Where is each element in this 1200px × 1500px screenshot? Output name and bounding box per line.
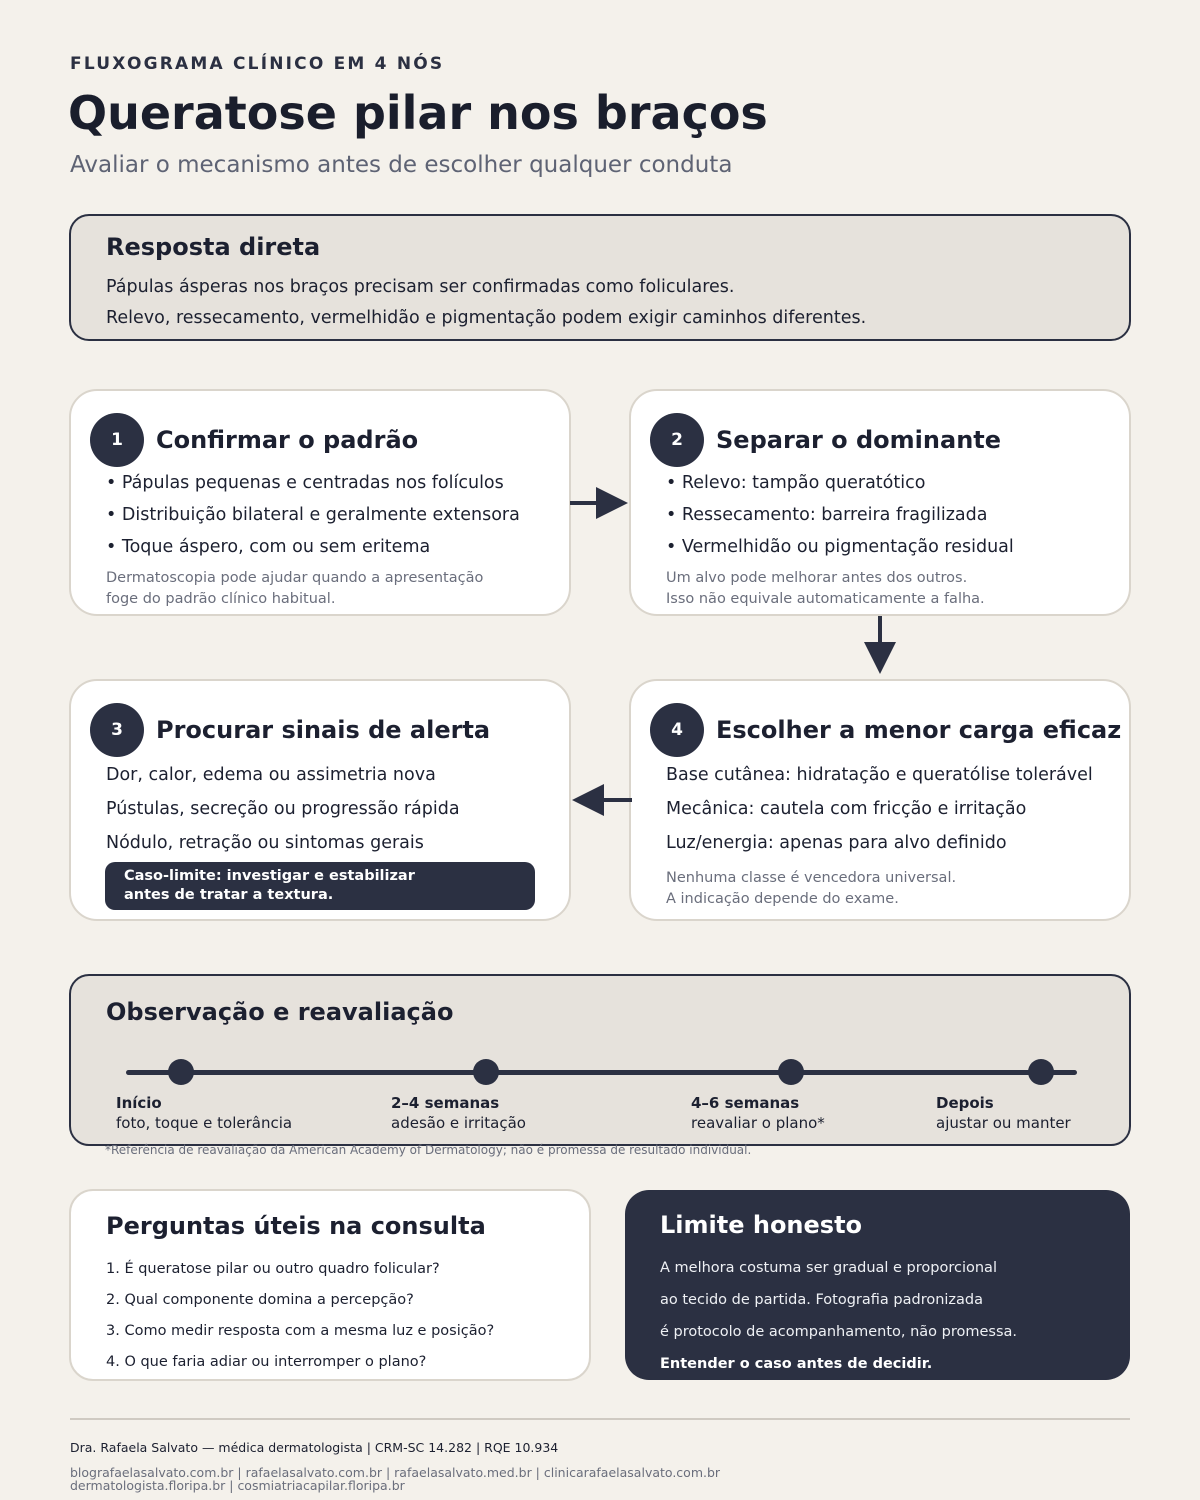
step-number-badge: 3	[90, 703, 144, 757]
step-1-card	[69, 389, 571, 616]
page-title: Queratose pilar nos braços	[68, 86, 768, 140]
treatment-option: Luz/energia: apenas para alvo definido	[666, 833, 1007, 853]
timeline-label: 2–4 semanas	[391, 1094, 500, 1112]
step-number-badge: 1	[90, 413, 144, 467]
questions-heading: Perguntas úteis na consulta	[106, 1212, 486, 1240]
limit-line: é protocolo de acompanhamento, não promessa.	[660, 1324, 1018, 1340]
direct-answer-line: Pápulas ásperas nos braços precisam ser confirmadas como foliculares.	[106, 277, 735, 297]
step-bullet: • Relevo: tampão queratótico	[666, 473, 926, 493]
footer-links	[70, 1466, 720, 1492]
step-title: Procurar sinais de alerta	[156, 716, 491, 744]
step-4-card	[629, 679, 1131, 921]
limit-emphasis: Entender o caso antes de decidir.	[660, 1356, 933, 1372]
timeline-dot	[473, 1059, 499, 1085]
arrow-left-icon	[570, 781, 634, 819]
step-2-card	[629, 389, 1131, 616]
timeline-desc: ajustar ou manter	[936, 1114, 1071, 1132]
step-title: Escolher a menor carga eficaz	[716, 716, 1122, 744]
footer-divider	[70, 1418, 1130, 1420]
honest-limit-card	[625, 1190, 1130, 1380]
step-title: Separar o dominante	[716, 426, 1002, 454]
direct-answer-heading: Resposta direta	[106, 233, 321, 261]
alert-sign: Pústulas, secreção ou progressão rápida	[106, 799, 460, 819]
step-bullet: • Ressecamento: barreira fragilizada	[666, 505, 988, 525]
timeline-track	[126, 1070, 1077, 1075]
step-bullet: • Pápulas pequenas e centradas nos folículos	[106, 473, 504, 493]
treatment-option: Base cutânea: hidratação e queratólise tolerável	[666, 765, 1093, 785]
footer-links-line: dermatologista.floripa.br | cosmiatriacapilar.floripa.br	[70, 1478, 405, 1493]
step-number-badge: 2	[650, 413, 704, 467]
question-item: 1. É queratose pilar ou outro quadro folicular?	[106, 1261, 440, 1277]
author-credit: Dra. Rafaela Salvato — médica dermatologista | CRM-SC 14.282 | RQE 10.934	[70, 1440, 559, 1455]
borderline-case-callout: Caso-limite: investigar e estabilizar antes de tratar a textura.	[105, 862, 535, 910]
arrow-right-icon	[568, 484, 632, 522]
direct-answer-line: Relevo, ressecamento, vermelhidão e pigmentação podem exigir caminhos diferentes.	[106, 308, 867, 328]
footnote: *Referência de reavaliação da American Academy of Dermatology; não é promessa de resultado individual.	[105, 1143, 752, 1157]
alert-sign: Dor, calor, edema ou assimetria nova	[106, 765, 436, 785]
timeline-label: 4–6 semanas	[691, 1094, 800, 1112]
timeline-dot	[168, 1059, 194, 1085]
consultation-questions-card	[69, 1189, 591, 1381]
step-title: Confirmar o padrão	[156, 426, 419, 454]
step-note: Nenhuma classe é vencedora universal. A indicação depende do exame.	[666, 870, 957, 907]
timeline-desc: adesão e irritação	[391, 1114, 526, 1132]
timeline-dot	[1028, 1059, 1054, 1085]
timeline-desc: foto, toque e tolerância	[116, 1114, 293, 1132]
timeline-label: Depois	[936, 1094, 994, 1112]
arrow-down-icon	[861, 614, 899, 678]
timeline-dot	[778, 1059, 804, 1085]
limit-line: A melhora costuma ser gradual e proporcional	[660, 1260, 997, 1276]
step-bullet: • Vermelhidão ou pigmentação residual	[666, 537, 1014, 557]
limit-heading: Limite honesto	[660, 1211, 863, 1239]
question-item: 2. Qual componente domina a percepção?	[106, 1292, 414, 1308]
step-bullet: • Toque áspero, com ou sem eritema	[106, 537, 431, 557]
timeline-label: Início	[116, 1094, 162, 1112]
treatment-option: Mecânica: cautela com fricção e irritação	[666, 799, 1027, 819]
step-note: Um alvo pode melhorar antes dos outros. Isso não equivale automaticamente a falha.	[666, 570, 985, 607]
footer-links-line: blografaelasalvato.com.br | rafaelasalvato.com.br | rafaelasalvato.med.br | clinicarafaelasalvato.com.br	[70, 1465, 721, 1480]
timeline-desc: reavaliar o plano*	[691, 1114, 825, 1132]
observation-heading: Observação e reavaliação	[106, 998, 454, 1026]
limit-line: ao tecido de partida. Fotografia padronizada	[660, 1292, 984, 1308]
step-bullet: • Distribuição bilateral e geralmente extensora	[106, 505, 520, 525]
direct-answer-box	[69, 214, 1131, 341]
kicker: FLUXOGRAMA CLÍNICO EM 4 NÓS	[70, 54, 445, 74]
alert-sign: Nódulo, retração ou sintomas gerais	[106, 833, 424, 853]
step-note: Dermatoscopia pode ajudar quando a apresentação foge do padrão clínico habitual.	[106, 570, 484, 607]
step-3-card	[69, 679, 571, 921]
observation-panel	[69, 974, 1131, 1146]
question-item: 4. O que faria adiar ou interromper o plano?	[106, 1354, 427, 1370]
step-number-badge: 4	[650, 703, 704, 757]
question-item: 3. Como medir resposta com a mesma luz e posição?	[106, 1323, 495, 1339]
page-subtitle: Avaliar o mecanismo antes de escolher qualquer conduta	[70, 152, 733, 178]
